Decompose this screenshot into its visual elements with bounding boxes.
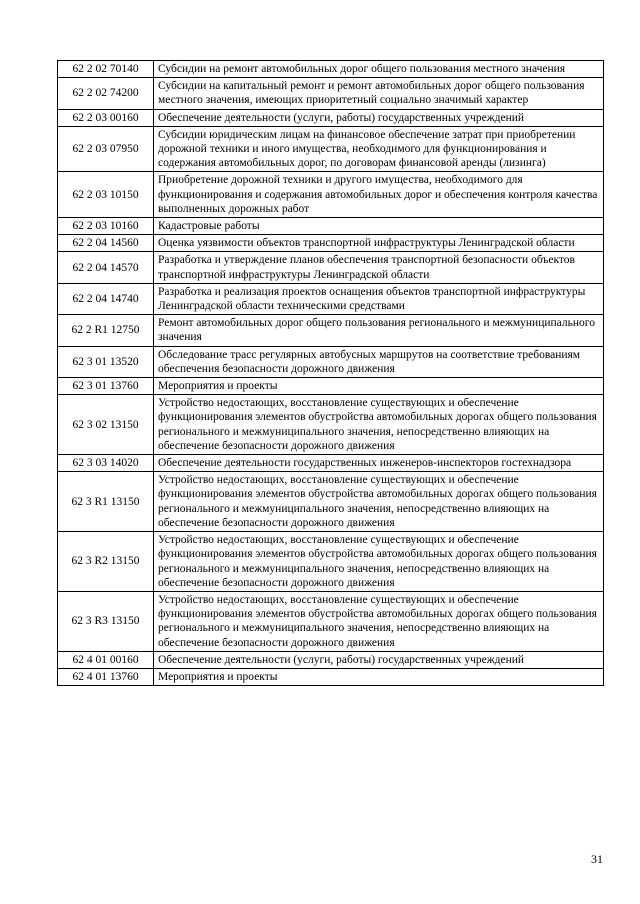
description-cell: Приобретение дорожной техники и другого имущества, необходимого для функционирования и содержания автомобильных дорог и обеспечения контроля качества выполненных дорожных работ: [154, 172, 604, 218]
table-row: [58, 61, 604, 78]
page-number: 31: [591, 852, 603, 866]
table-row: [58, 591, 604, 651]
budget-code-cell: 62 2 04 14560: [58, 235, 154, 252]
budget-code-cell: 62 4 01 13760: [58, 668, 154, 685]
table-row: [58, 172, 604, 218]
description-cell: Обследование трасс регулярных автобусных маршрутов на соответствие требованиям обеспечения безопасности дорожного движения: [154, 346, 604, 377]
budget-code-cell: 62 3 01 13760: [58, 378, 154, 395]
table-row: [58, 126, 604, 172]
description-cell: Устройство недостающих, восстановление существующих и обеспечение функционирования элементов обустройства автомобильных дорогах общего пользования регионального и межмуниципального значения, непосредственно влияющих на обеспечение безопасности дорожного движения: [154, 472, 604, 532]
budget-code-cell: 62 2 04 14740: [58, 283, 154, 314]
description-cell: Устройство недостающих, восстановление существующих и обеспечение функционирования элементов обустройства автомобильных дорогах общего пользования регионального и межмуниципального значения, непосредственно влияющих на обеспечение безопасности дорожного движения: [154, 591, 604, 651]
description-cell: Мероприятия и проекты: [154, 378, 604, 395]
description-cell: Субсидии на ремонт автомобильных дорог общего пользования местного значения: [154, 61, 604, 78]
table-row: [58, 283, 604, 314]
table-row: [58, 235, 604, 252]
description-cell: Разработка и реализация проектов оснащения объектов транспортной инфраструктуры Ленинградской области техническими средствами: [154, 283, 604, 314]
table-row: [58, 109, 604, 126]
budget-code-cell: 62 2 03 10160: [58, 218, 154, 235]
table-row: [58, 532, 604, 592]
budget-code-cell: 62 3 R2 13150: [58, 532, 154, 592]
budget-code-cell: 62 2 03 10150: [58, 172, 154, 218]
budget-code-cell: 62 3 01 13520: [58, 346, 154, 377]
description-cell: Кадастровые работы: [154, 218, 604, 235]
table-row: [58, 346, 604, 377]
description-cell: Ремонт автомобильных дорог общего пользования регионального и межмуниципального значения: [154, 315, 604, 346]
budget-code-cell: 62 2 03 07950: [58, 126, 154, 172]
table-row: [58, 455, 604, 472]
description-cell: Обеспечение деятельности (услуги, работы) государственных учреждений: [154, 651, 604, 668]
budget-code-cell: 62 2 03 00160: [58, 109, 154, 126]
table-row: [58, 651, 604, 668]
table-row: [58, 315, 604, 346]
budget-code-cell: 62 3 03 14020: [58, 455, 154, 472]
budget-code-cell: 62 3 R1 13150: [58, 472, 154, 532]
table-row: [58, 668, 604, 685]
description-cell: Обеспечение деятельности (услуги, работы) государственных учреждений: [154, 109, 604, 126]
description-cell: Оценка уязвимости объектов транспортной инфраструктуры Ленинградской области: [154, 235, 604, 252]
table-body: [58, 61, 604, 686]
table-row: [58, 78, 604, 109]
table-row: [58, 395, 604, 455]
budget-code-cell: 62 2 R1 12750: [58, 315, 154, 346]
description-cell: Мероприятия и проекты: [154, 668, 604, 685]
budget-code-cell: 62 4 01 00160: [58, 651, 154, 668]
budget-code-cell: 62 2 02 70140: [58, 61, 154, 78]
description-cell: Обеспечение деятельности государственных инженеров-инспекторов гостехнадзора: [154, 455, 604, 472]
budget-codes-table: [57, 60, 604, 686]
budget-code-cell: 62 3 02 13150: [58, 395, 154, 455]
budget-code-cell: 62 3 R3 13150: [58, 591, 154, 651]
description-cell: Субсидии на капитальный ремонт и ремонт автомобильных дорог общего пользования местного значения, имеющих приоритетный социально значимый характер: [154, 78, 604, 109]
description-cell: Разработка и утверждение планов обеспечения транспортной безопасности объектов транспортной инфраструктуры Ленинградской области: [154, 252, 604, 283]
budget-code-cell: 62 2 04 14570: [58, 252, 154, 283]
table-row: [58, 472, 604, 532]
table-row: [58, 378, 604, 395]
description-cell: Устройство недостающих, восстановление существующих и обеспечение функционирования элементов обустройства автомобильных дорогах общего пользования регионального и межмуниципального значения, непосредственно влияющих на обеспечение безопасности дорожного движения: [154, 395, 604, 455]
description-cell: Субсидии юридическим лицам на финансовое обеспечение затрат при приобретении дорожной техники и иного имущества, необходимого для функционирования и содержания автомобильных дорог, по договорам финансовой аренды (лизинга): [154, 126, 604, 172]
table-row: [58, 252, 604, 283]
table-row: [58, 218, 604, 235]
description-cell: Устройство недостающих, восстановление существующих и обеспечение функционирования элементов обустройства автомобильных дорогах общего пользования регионального и межмуниципального значения, непосредственно влияющих на обеспечение безопасности дорожного движения: [154, 532, 604, 592]
budget-code-cell: 62 2 02 74200: [58, 78, 154, 109]
